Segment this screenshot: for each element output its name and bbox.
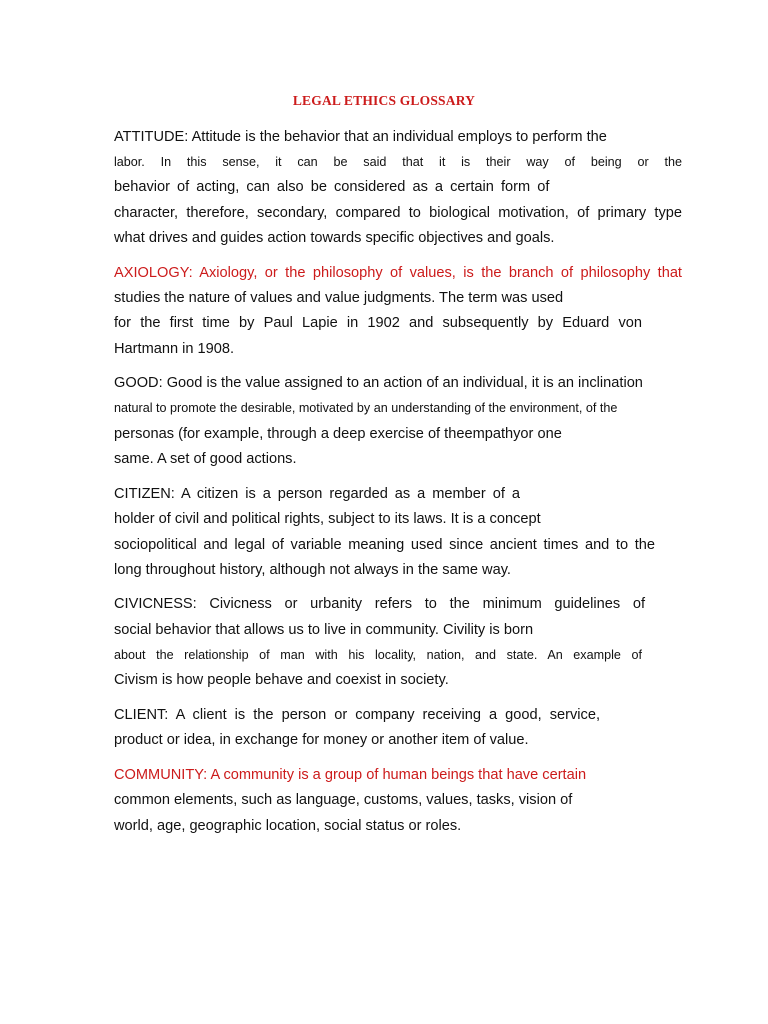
entry-line: COMMUNITY: A community is a group of human beings that have certain <box>114 767 587 783</box>
entry-line: character, therefore, secondary, compared to biological motivation, of primary type <box>114 205 682 221</box>
document-title: LEGAL ETHICS GLOSSARY <box>292 93 476 108</box>
entry-line: natural to promote the desirable, motivated by an understanding of the environment, of the <box>114 401 618 415</box>
entry-line: behavior of acting, can also be considered as a certain form of <box>114 179 550 195</box>
entry-line: what drives and guides action towards specific objectives and goals. <box>114 230 555 246</box>
entry-line: studies the nature of values and value judgments. The term was used <box>114 290 564 306</box>
entry-line: for the first time by Paul Lapie in 1902 and subsequently by Eduard von <box>114 315 642 331</box>
entry-line: about the relationship of man with his locality, nation, and state. An example of <box>114 648 642 662</box>
entry-line: Hartmann in 1908. <box>114 341 235 357</box>
entry-line: holder of civil and political rights, subject to its laws. It is a concept <box>114 511 541 527</box>
entry-line: GOOD: Good is the value assigned to an action of an individual, it is an inclination <box>114 375 643 391</box>
entry-line: long throughout history, although not always in the same way. <box>114 562 511 578</box>
entry-line: CIVICNESS: Civicness or urbanity refers to the minimum guidelines of <box>114 596 645 612</box>
entry-line: CLIENT: A client is the person or company receiving a good, service, <box>114 707 600 723</box>
entry-line: world, age, geographic location, social status or roles. <box>114 818 462 834</box>
entry-line: ATTITUDE: Attitude is the behavior that an individual employs to perform the <box>114 129 607 145</box>
entry-line: AXIOLOGY: Axiology, or the philosophy of values, is the branch of philosophy that <box>114 265 682 281</box>
entry-line: labor. In this sense, it can be said that it is their way of being or the <box>114 155 682 169</box>
entry-line: Civism is how people behave and coexist in society. <box>114 672 449 688</box>
entry-line: common elements, such as language, customs, values, tasks, vision of <box>114 792 573 808</box>
entry-line: personas (for example, through a deep exercise of theempathyor one <box>114 426 562 442</box>
entry-line: same. A set of good actions. <box>114 451 297 467</box>
entry-line: product or idea, in exchange for money or another item of value. <box>114 732 529 748</box>
entry-line: CITIZEN: A citizen is a person regarded as a member of a <box>114 486 520 502</box>
entry-line: sociopolitical and legal of variable meaning used since ancient times and to the <box>114 537 655 553</box>
entry-line: social behavior that allows us to live in community. Civility is born <box>114 622 534 638</box>
